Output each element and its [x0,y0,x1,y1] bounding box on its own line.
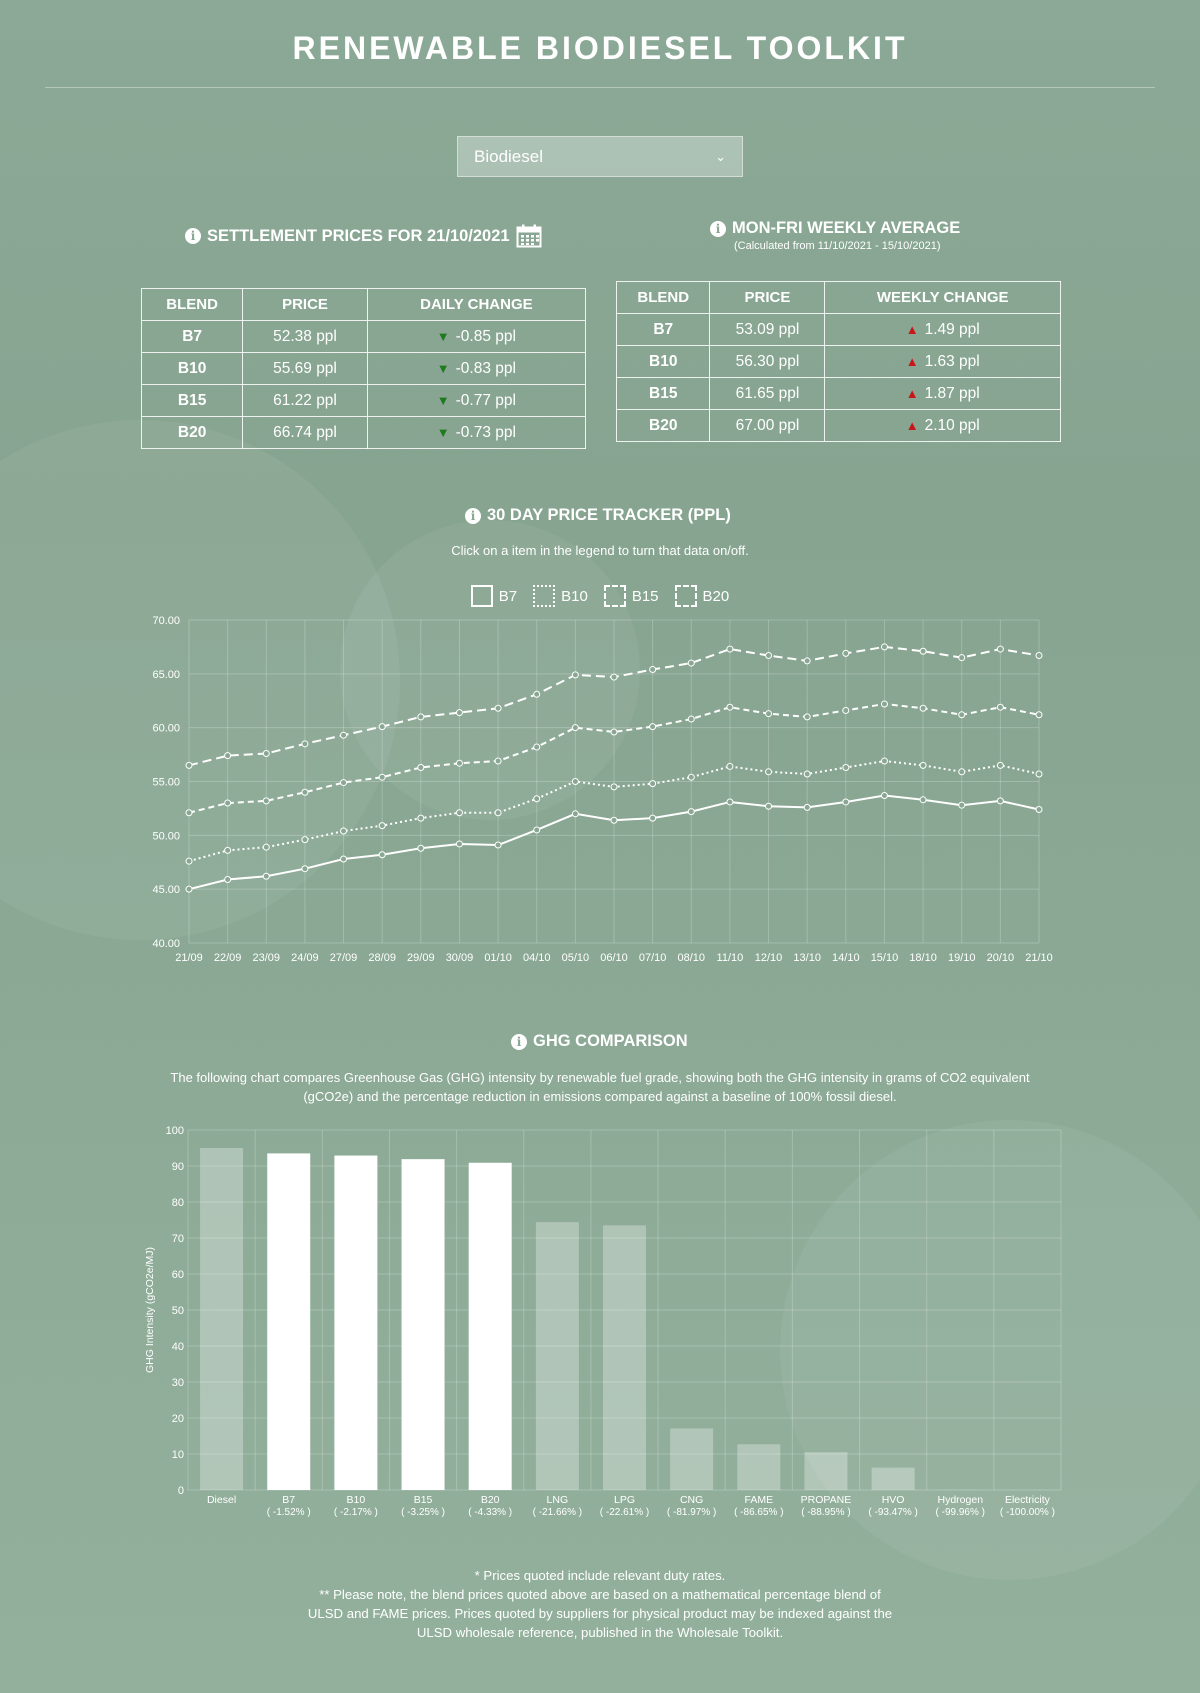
bar-b20 [469,1163,512,1490]
legend-label: B15 [631,587,659,605]
data-point [1036,806,1042,812]
title-divider [45,87,1155,88]
price-cell: 67.00 ppl [710,410,825,442]
bar-b7 [267,1153,310,1490]
data-point [766,769,772,775]
change-value: 1.49 ppl [924,320,980,338]
data-point [534,796,540,802]
data-point [766,803,772,809]
x-tick-label: 23/09 [252,952,281,964]
data-point [263,751,269,757]
table-row [142,385,586,417]
reduction-label: ( -21.66% ) [532,1507,583,1518]
info-icon[interactable]: i [185,228,201,244]
data-point [225,847,231,853]
data-point [263,844,269,850]
triangle-down-icon: ▼ [436,360,450,376]
data-point [379,774,385,780]
x-tick-label: 21/09 [175,952,203,964]
data-point [418,815,424,821]
footnote-line: ULSD wholesale reference, published in the Wholesale Toolkit. [416,1625,784,1640]
y-tick-label: 0 [177,1485,184,1497]
data-point [1036,712,1042,718]
x-tick-label: 24/09 [291,952,319,964]
change-cell [367,321,585,353]
y-tick-label: 100 [165,1125,184,1137]
data-point [881,758,887,764]
data-point [727,704,733,710]
ghg-description-line: The following chart compares Greenhouse Gas (GHG) intensity by renewable fuel grade, showing both the GHG intensity in grams of CO2 equivalent [170,1070,1030,1085]
change-cell [825,314,1061,346]
data-point [1036,771,1042,777]
column-header: BLEND [617,282,710,314]
data-point [920,705,926,711]
y-tick-label: 40.00 [152,938,180,950]
reduction-label: ( -88.95% ) [801,1507,851,1518]
tracker-title [465,506,731,525]
data-point [959,655,965,661]
change-value: -0.73 ppl [455,423,516,441]
data-point [920,648,926,654]
triangle-up-icon: ▲ [905,353,919,369]
y-tick-label: 10 [171,1449,184,1461]
reduction-label: ( -22.61% ) [599,1507,650,1518]
ghg-description [0,1068,1200,1106]
x-tick-label: 04/10 [522,952,551,964]
legend-label: B20 [702,587,730,605]
info-icon[interactable]: i [511,1034,527,1050]
data-point [341,828,347,834]
x-tick-label: 01/10 [484,952,512,964]
table-row [142,417,586,449]
data-point [688,774,694,780]
blend-cell: B15 [617,378,710,410]
x-tick-label: 05/10 [561,952,590,964]
data-point [843,707,849,713]
category-label: LPG [613,1494,636,1506]
data-point [302,789,308,795]
data-point [843,765,849,771]
info-icon[interactable]: i [710,221,726,237]
data-point [456,810,462,816]
blend-cell: B20 [617,410,710,442]
data-point [418,845,424,851]
change-cell [825,346,1061,378]
category-label: B7 [282,1494,296,1506]
data-point [997,646,1003,652]
y-tick-label: 40 [171,1341,184,1353]
y-tick-label: 90 [171,1161,184,1173]
data-point [997,762,1003,768]
data-point [302,837,308,843]
price-tracker-chart [0,600,1200,980]
table-row [142,353,586,385]
data-point [418,765,424,771]
category-label: Hydrogen [937,1494,984,1506]
x-tick-label: 20/10 [986,952,1015,964]
data-point [418,714,424,720]
blend-cell: B15 [142,385,243,417]
table-header-row [617,282,1061,314]
column-header: DAILY CHANGE [367,289,585,321]
data-point [804,771,810,777]
footnotes [0,1566,1200,1642]
data-point [766,653,772,659]
bar-fame [737,1444,780,1490]
data-point [534,827,540,833]
info-icon[interactable]: i [465,508,481,524]
change-value: 1.87 ppl [924,384,980,402]
blend-cell: B10 [142,353,243,385]
blend-cell: B10 [617,346,710,378]
reduction-label: ( -100.00% ) [999,1507,1055,1518]
triangle-up-icon: ▲ [905,417,919,433]
y-tick-label: 65.00 [152,668,180,681]
triangle-down-icon: ▼ [436,392,450,408]
table-row [617,410,1061,442]
data-point [379,724,385,730]
category-label: FAME [744,1494,774,1506]
reduction-label: ( -81.97% ) [666,1507,717,1518]
price-cell: 55.69 ppl [243,353,368,385]
x-tick-label: 07/10 [638,952,667,964]
data-point [186,810,192,816]
data-point [727,646,733,652]
data-point [572,725,578,731]
data-point [456,710,462,716]
price-cell: 61.65 ppl [710,378,825,410]
legend-label: B7 [498,587,518,605]
reduction-label: ( -1.52% ) [266,1507,311,1518]
bar-b10 [334,1156,377,1490]
x-tick-label: 19/10 [947,952,976,964]
data-point [495,705,501,711]
x-tick-label: 11/10 [716,952,744,964]
bar-b15 [402,1159,445,1490]
reduction-label: ( -99.96% ) [935,1507,986,1518]
price-cell: 56.30 ppl [710,346,825,378]
data-point [379,852,385,858]
ghg-title [511,1032,688,1051]
y-tick-label: 55.00 [152,776,180,789]
y-tick-label: 80 [171,1197,184,1209]
data-point [688,716,694,722]
blend-cell: B20 [142,417,243,449]
data-point [379,823,385,829]
data-point [456,841,462,847]
x-tick-label: 29/09 [407,952,435,964]
y-tick-label: 45.00 [152,884,180,897]
data-point [650,815,656,821]
data-point [650,667,656,673]
legend-label: B10 [561,587,588,605]
tracker-hint: Click on a item in the legend to turn that data on/off. [451,543,749,558]
settlement-table [141,288,586,449]
data-point [881,644,887,650]
weekly-title-text: MON-FRI WEEKLY AVERAGE [732,219,961,237]
change-value: 1.63 ppl [924,352,980,370]
data-point [920,762,926,768]
data-point [263,798,269,804]
table-row [617,346,1061,378]
bar-hvo [872,1468,915,1490]
data-point [456,760,462,766]
data-point [881,701,887,707]
chevron-down-icon: ⌄ [715,148,726,164]
x-tick-label: 13/10 [793,952,821,964]
bar-lng [536,1222,579,1490]
x-tick-label: 12/10 [754,952,783,964]
weekly-table [616,281,1061,442]
data-point [611,784,617,790]
data-point [611,729,617,735]
data-point [302,866,308,872]
triangle-up-icon: ▲ [905,321,919,337]
data-point [688,660,694,666]
y-tick-label: 60 [171,1269,184,1281]
settlement-title-text: SETTLEMENT PRICES FOR 21/10/2021 [207,226,510,245]
y-axis-label: GHG Intensity (gCO2e/MJ) [144,1246,156,1374]
column-header: WEEKLY CHANGE [825,282,1061,314]
data-point [766,711,772,717]
category-label: B20 [480,1494,500,1506]
data-point [997,704,1003,710]
x-tick-label: 14/10 [832,952,860,964]
change-cell [367,385,585,417]
ghg-description-line: (gCO2e) and the percentage reduction in emissions compared against a baseline of 100% fossil diesel. [303,1089,897,1104]
data-point [727,799,733,805]
change-value: -0.77 ppl [455,391,516,409]
calendar-icon[interactable] [516,224,542,248]
data-point [650,781,656,787]
table-row [617,314,1061,346]
price-cell: 61.22 ppl [243,385,368,417]
table-row [142,321,586,353]
category-label: Electricity [1004,1494,1050,1506]
category-label: Diesel [206,1494,237,1506]
category-label: LNG [546,1494,569,1506]
category-label: PROPANE [800,1494,852,1506]
category-label: B15 [413,1494,433,1506]
data-point [572,811,578,817]
change-cell [367,353,585,385]
data-point [804,714,810,720]
data-point [495,758,501,764]
settlement-title [185,224,542,248]
data-point [302,741,308,747]
category-label: HVO [881,1494,905,1506]
bar-propane [804,1452,847,1490]
column-header: PRICE [243,289,368,321]
y-tick-label: 50.00 [152,830,180,843]
data-point [534,744,540,750]
data-point [341,780,347,786]
data-point [688,809,694,815]
y-tick-label: 30 [171,1377,184,1389]
data-point [1036,653,1042,659]
ghg-bar-chart [0,1110,1200,1530]
x-tick-label: 30/09 [445,952,474,964]
tracker-title-text: 30 DAY PRICE TRACKER (PPL) [487,506,731,524]
data-point [263,873,269,879]
fuel-select-value: Biodiesel [474,146,543,166]
price-cell: 52.38 ppl [243,321,368,353]
weekly-title [710,219,960,238]
price-cell: 66.74 ppl [243,417,368,449]
price-cell: 53.09 ppl [710,314,825,346]
data-point [572,672,578,678]
data-point [843,650,849,656]
footnote-line: ULSD and FAME prices. Prices quoted by suppliers for physical product may be indexed against the [307,1606,893,1621]
fuel-type-select[interactable] [457,136,743,177]
x-tick-label: 27/09 [329,952,358,964]
x-tick-label: 15/10 [870,952,899,964]
data-point [959,802,965,808]
data-point [804,658,810,664]
data-point [225,753,231,759]
x-tick-label: 18/10 [909,952,937,964]
y-tick-label: 50 [171,1305,184,1317]
x-tick-label: 08/10 [677,952,706,964]
data-point [341,732,347,738]
x-tick-label: 28/09 [368,952,396,964]
data-point [495,810,501,816]
column-header: PRICE [710,282,825,314]
x-tick-label: 06/10 [600,952,628,964]
footnote-line: * Prices quoted include relevant duty rates. [474,1568,726,1583]
data-point [611,817,617,823]
category-label: B10 [346,1494,366,1506]
data-point [650,724,656,730]
bar-diesel [200,1148,243,1490]
weekly-subtitle: (Calculated from 11/10/2021 - 15/10/2021) [734,240,941,252]
category-label: CNG [679,1494,704,1506]
table-header-row [142,289,586,321]
data-point [572,779,578,785]
data-point [225,800,231,806]
blend-cell: B7 [142,321,243,353]
data-point [920,797,926,803]
change-value: -0.85 ppl [455,327,516,345]
data-point [341,856,347,862]
y-tick-label: 20 [171,1413,184,1425]
data-point [186,858,192,864]
change-value: 2.10 ppl [924,416,980,434]
change-value: -0.83 ppl [455,359,516,377]
footnote-line: ** Please note, the blend prices quoted above are based on a mathematical percentage blend of [319,1587,881,1602]
page-title: RENEWABLE BIODIESEL TOOLKIT [292,30,908,66]
reduction-label: ( -93.47% ) [868,1507,918,1518]
data-point [804,804,810,810]
data-point [495,842,501,848]
reduction-label: ( -3.25% ) [401,1507,445,1518]
data-point [997,798,1003,804]
change-cell [825,410,1061,442]
change-cell [367,417,585,449]
data-point [534,691,540,697]
triangle-down-icon: ▼ [436,328,450,344]
data-point [225,876,231,882]
reduction-label: ( -4.33% ) [468,1507,513,1518]
data-point [611,674,617,680]
blend-cell: B7 [617,314,710,346]
data-point [186,762,192,768]
column-header: BLEND [142,289,243,321]
change-cell [825,378,1061,410]
ghg-title-text: GHG COMPARISON [533,1032,688,1050]
y-tick-label: 60.00 [152,722,180,735]
reduction-label: ( -2.17% ) [333,1507,378,1518]
data-point [881,792,887,798]
reduction-label: ( -86.65% ) [734,1507,784,1518]
table-row [617,378,1061,410]
data-point [959,712,965,718]
bar-cng [670,1428,713,1490]
x-tick-label: 22/09 [213,952,242,964]
data-point [843,799,849,805]
y-tick-label: 70 [171,1233,184,1245]
triangle-down-icon: ▼ [436,424,450,440]
data-point [727,763,733,769]
data-point [959,769,965,775]
data-point [186,886,192,892]
triangle-up-icon: ▲ [905,385,919,401]
y-tick-label: 70.00 [152,615,180,627]
x-tick-label: 21/10 [1025,952,1053,964]
bar-lpg [603,1225,646,1490]
